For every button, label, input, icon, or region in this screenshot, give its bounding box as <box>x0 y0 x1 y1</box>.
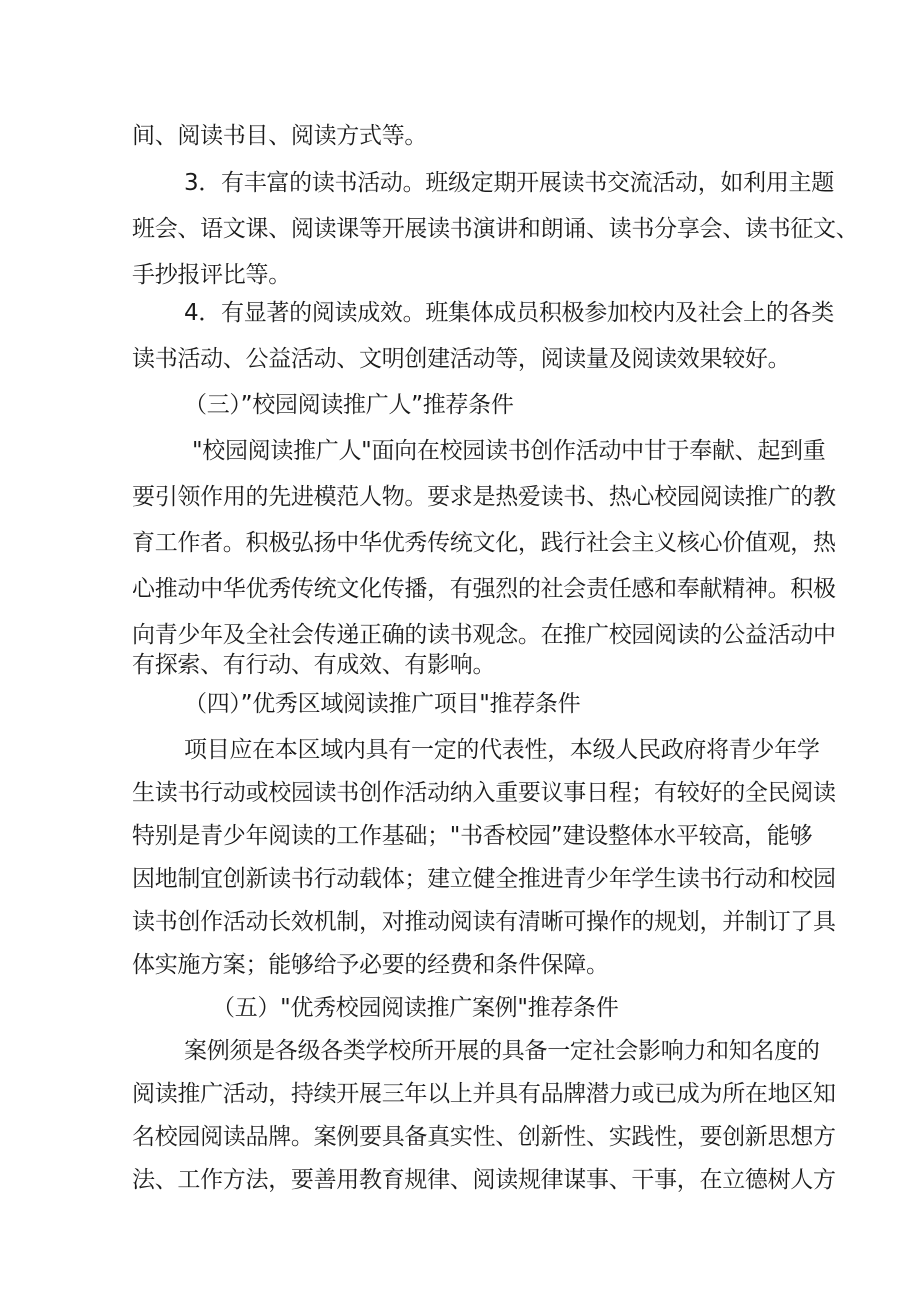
text-line: 要引领作用的先进模范人物。要求是热爱读书、热心校园阅读推广的教 <box>132 484 836 510</box>
section-heading: （三）”校园阅读推广人”推荐条件 <box>184 392 514 418</box>
text-line: "校园阅读推广人"面向在校园读书创作活动中甘于奉献、起到重 <box>192 438 826 464</box>
text-line: 项目应在本区域内具有一定的代表性，本级人民政府将青少年学 <box>184 737 820 763</box>
text-line: 生读书行动或校园读书创作活动纳入重要议事日程；有较好的全民阅读 <box>132 780 836 806</box>
text-line: 阅读推广活动，持续开展三年以上并具有品牌潜力或已成为所在地区知 <box>132 1081 836 1107</box>
text-line: 间、阅读书目、阅读方式等。 <box>132 123 428 149</box>
text-line: 心推动中华优秀传统文化传播，有强烈的社会责任感和奉献精神。积极 <box>132 576 836 602</box>
text-line: 法、工作方法，要善用教育规律、阅读规律谋事、干事，在立德树人方 <box>132 1167 836 1193</box>
text-line: 3．有丰富的读书活动。班级定期开展读书交流活动，如利用主题 <box>184 170 834 196</box>
text-line: 名校园阅读品牌。案例要具备真实性、创新性、实践性，要创新思想方 <box>132 1124 836 1150</box>
text-line: 案例须是各级各类学校所开展的具备一定社会影响力和知名度的 <box>184 1038 820 1064</box>
text-line: 有探索、有行动、有成效、有影响。 <box>132 652 496 678</box>
text-line: 育工作者。积极弘扬中华优秀传统文化，践行社会主义核心价值观，热 <box>132 530 836 556</box>
text-line: 体实施方案；能够给予必要的经费和条件保障。 <box>132 952 609 978</box>
text-line: 因地制宜创新读书行动载体；建立健全推进青少年学生读书行动和校园 <box>132 866 836 892</box>
section-heading: （四）”优秀区域阅读推广项目"推荐条件 <box>184 691 581 717</box>
text-line: 向青少年及全社会传递正确的读书观念。在推广校园阅读的公益活动中 <box>132 622 836 648</box>
section-heading: （五）"优秀校园阅读推广案例"推荐条件 <box>212 995 619 1021</box>
text-line: 4．有显著的阅读成效。班集体成员积极参加校内及社会上的各类 <box>184 300 834 326</box>
text-line: 特别是青少年阅读的工作基础；"书香校园”建设整体水平较高，能够 <box>132 823 813 849</box>
text-line: 手抄报评比等。 <box>132 262 291 288</box>
text-line: 班会、语文课、阅读课等开展读书演讲和朗诵、读书分享会、读书征文、 <box>132 216 859 242</box>
text-line: 读书创作活动长效机制，对推动阅读有清晰可操作的规划，并制订了具 <box>132 909 836 935</box>
text-line: 读书活动、公益活动、文明创建活动等，阅读量及阅读效果较好。 <box>132 346 791 372</box>
